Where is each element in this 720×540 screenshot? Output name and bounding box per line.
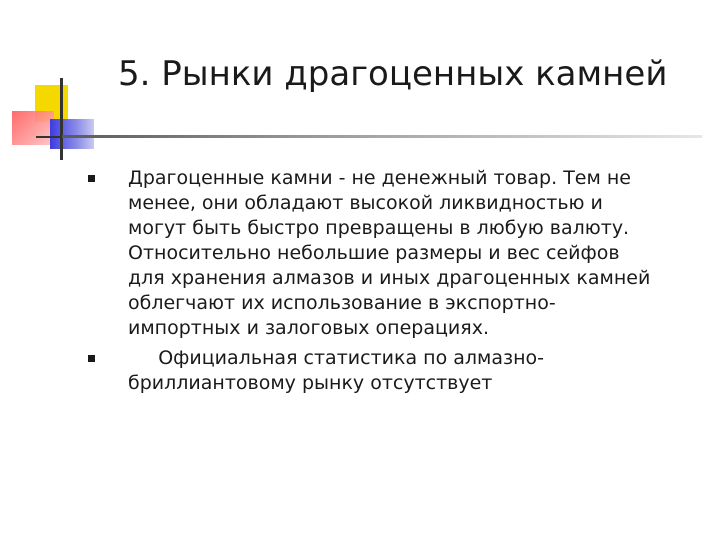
bullet-1-line-1: Драгоценные камни - не денежный товар. Тем не [128,167,631,189]
bullet-list [86,166,706,396]
bullet-square-icon [88,355,95,362]
bullet-1-line-5: для хранения алмазов и иных драгоценных камней [128,267,651,289]
slide-title: 5. Рынки драгоценных камней [118,54,668,94]
logo-blue-square [50,119,94,149]
logo-red-square [12,111,54,145]
title-underline [62,135,702,138]
bullet-2-line-2: бриллиантовому рынку отсутствует [128,372,493,394]
bullet-item-2 [86,346,706,396]
bullet-1-line-6: облегчают их использование в экспортно- [128,292,556,314]
bullet-1-line-7: импортных и залоговых операциях. [128,317,489,339]
bullet-1-line-2: менее, они обладают высокой ликвидностью и [128,192,603,214]
bullet-2-line-1: Официальная статистика по алмазно- [128,347,544,369]
bullet-item-1 [86,166,706,341]
logo-vertical-line [60,78,63,160]
bullet-1-line-4: Относительно небольшие размеры и вес сейфов [128,242,620,264]
bullet-square-icon [88,175,95,182]
bullet-1-line-3: могут быть быстро превращены в любую валюту. [128,217,630,239]
